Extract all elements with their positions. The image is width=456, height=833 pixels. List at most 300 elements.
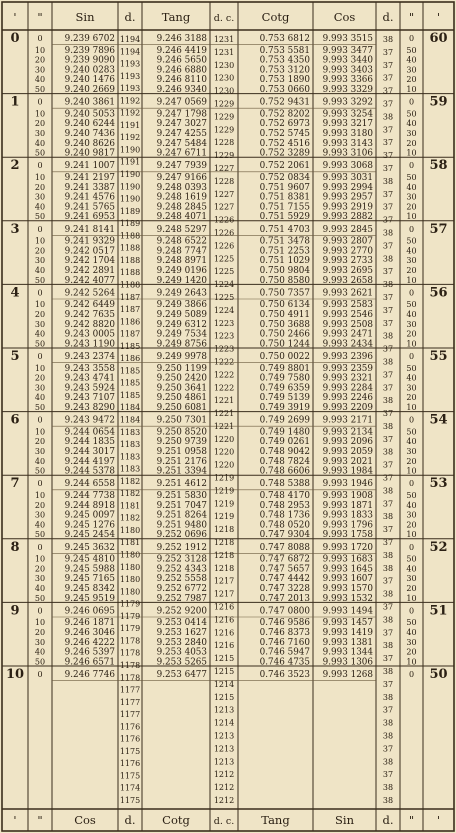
cos-value: 9.993 1457: [322, 618, 373, 629]
header-tang: Tang: [161, 10, 191, 24]
cos-value: 9.993 1833: [322, 510, 373, 521]
tang-common-difference: 1213: [213, 757, 235, 767]
tang-value: 9.251 4612: [156, 479, 207, 490]
tang-common-difference: 1231: [213, 35, 235, 44]
cos-difference: 37: [382, 138, 394, 148]
seconds-cell-right: 0: [408, 97, 415, 107]
minute-label-right: 53: [429, 476, 448, 492]
tang-common-difference: 1225: [213, 267, 235, 277]
cos-difference: 37: [382, 434, 394, 444]
tang-common-difference: 1227: [213, 163, 235, 173]
cotg-value: 0.749 7580: [259, 373, 310, 384]
minute-label-right: 54: [429, 412, 448, 428]
cotg-value: 0.752 9431: [259, 97, 310, 108]
minute-label: 9: [10, 603, 20, 619]
sin-difference: 1179: [119, 611, 141, 621]
cotg-value: 0.748 0520: [259, 520, 310, 531]
seconds-cell-right: 30: [406, 65, 417, 75]
tang-value: 9.251 5830: [156, 491, 207, 501]
footer-dc: d. c.: [213, 816, 235, 827]
cotg-value: 0.747 0800: [259, 606, 310, 617]
tang-value: 9.247 5484: [156, 138, 207, 149]
seconds-cell-right: 30: [406, 256, 417, 266]
seconds-cell-right: 40: [406, 373, 417, 383]
tang-common-difference: 1223: [213, 331, 235, 341]
seconds-cell-right: 10: [406, 148, 417, 158]
tang-common-difference: 1218: [213, 563, 235, 573]
sin-value: 9.246 0695: [64, 606, 115, 617]
cotg-value: 0.751 1029: [259, 256, 310, 267]
cos-value: 9.993 2434: [322, 339, 373, 350]
cos-value: 9.993 1381: [322, 637, 373, 648]
cos-value: 9.993 1946: [322, 479, 373, 490]
cos-value: 9.993 2695: [322, 266, 373, 276]
cos-difference: 38: [382, 357, 394, 367]
tang-common-difference: 1212: [213, 783, 235, 793]
tang-common-difference: 1230: [213, 60, 235, 70]
cotg-value: 0.748 6606: [259, 466, 310, 477]
cotg-value: 0.751 2253: [259, 246, 310, 257]
cotg-value: 0.751 9607: [259, 182, 310, 193]
sin-value: 9.245 5988: [64, 564, 115, 575]
seconds-cell-right: 30: [406, 510, 417, 520]
cotg-value: 0.750 0022: [259, 352, 310, 362]
cotg-value: 0.751 3478: [259, 236, 310, 247]
sin-difference: 1180: [119, 587, 141, 597]
tang-value: 9.248 1619: [156, 192, 207, 203]
seconds-cell-right: 30: [406, 383, 417, 393]
tang-value: 9.247 0569: [156, 97, 207, 108]
cos-difference: 37: [382, 460, 394, 470]
cos-difference: 37: [382, 47, 394, 57]
tang-common-difference: 1228: [213, 176, 235, 186]
tang-value: 9.249 9978: [156, 352, 207, 362]
sin-difference: 1178: [119, 660, 141, 670]
tang-common-difference: 1224: [213, 280, 235, 290]
cos-difference: 37: [382, 473, 394, 483]
tang-value: 9.246 6880: [156, 65, 207, 76]
tang-common-difference: 1226: [213, 228, 235, 238]
seconds-cell: 40: [34, 202, 46, 212]
seconds-cell: 0: [37, 34, 43, 43]
cos-value: 9.993 3477: [322, 45, 373, 56]
cos-difference: 37: [382, 318, 394, 328]
seconds-cell-right: 30: [406, 319, 417, 329]
sin-value: 9.245 4810: [64, 554, 115, 565]
tang-common-difference: 1225: [213, 254, 235, 264]
cotg-value: 0.753 0660: [259, 85, 310, 95]
seconds-cell: 0: [37, 670, 43, 679]
seconds-cell-right: 30: [406, 192, 417, 202]
seconds-cell-right: 10: [406, 275, 417, 285]
tang-common-difference: 1215: [213, 692, 235, 702]
cos-difference: 38: [382, 486, 394, 496]
sin-difference: 1183: [119, 464, 141, 474]
seconds-cell: 30: [34, 447, 46, 456]
tang-common-difference: 1214: [213, 718, 235, 728]
sin-difference: 1191: [119, 157, 141, 167]
tang-common-difference: 1222: [213, 357, 235, 367]
sin-difference: 1180: [119, 550, 141, 560]
seconds-cell: 10: [34, 554, 46, 564]
sin-value: 9.239 6702: [64, 34, 115, 44]
seconds-cell-right: 20: [406, 647, 417, 657]
sin-difference: 1190: [119, 182, 141, 192]
seconds-cell-right: 20: [406, 329, 417, 339]
seconds-cell-right: 0: [408, 415, 415, 425]
cos-value: 9.993 1908: [322, 491, 373, 501]
cotg-value: 0.749 8801: [259, 363, 310, 374]
cotg-value: 0.750 2466: [259, 329, 310, 340]
footer-col-min: ': [13, 813, 17, 827]
sin-difference: 1178: [119, 673, 141, 683]
seconds-cell: 0: [37, 606, 43, 616]
cos-value: 9.993 3292: [322, 97, 373, 108]
sin-difference: 1194: [119, 47, 141, 57]
seconds-cell: 30: [34, 637, 46, 647]
seconds-cell-right: 20: [406, 393, 417, 403]
seconds-cell-right: 50: [406, 109, 417, 119]
sin-difference: 1188: [119, 255, 141, 265]
sin-difference: 1182: [119, 489, 141, 499]
cos-difference: 38: [382, 641, 394, 651]
sin-value: 9.246 1871: [64, 618, 115, 629]
sin-value: 9.243 7107: [64, 393, 115, 404]
tang-value: 9.249 3866: [156, 300, 207, 311]
sin-value: 9.240 0283: [64, 65, 115, 76]
seconds-cell-right: 30: [406, 637, 417, 647]
tang-common-difference: 1221: [213, 396, 235, 406]
cos-difference: 38: [382, 757, 394, 767]
cos-value: 9.993 3068: [322, 161, 373, 172]
seconds-cell: 10: [34, 618, 46, 628]
minute-label-right: 59: [429, 94, 448, 110]
cos-difference: 37: [382, 679, 394, 689]
sin-difference: 1188: [119, 243, 141, 253]
cos-value: 9.993 2209: [322, 403, 373, 413]
sin-difference: 1187: [119, 329, 141, 339]
sin-value: 9.243 1190: [64, 339, 115, 350]
tang-value: 9.246 5650: [156, 55, 207, 66]
tang-common-difference: 1213: [213, 705, 235, 715]
sin-value: 9.244 5378: [64, 466, 115, 477]
cotg-value: 0.746 5947: [259, 647, 310, 658]
sin-value: 9.241 1007: [64, 161, 115, 172]
tang-common-difference: 1222: [213, 383, 235, 393]
cos-value: 9.993 1419: [322, 628, 373, 638]
seconds-cell: 30: [34, 574, 46, 584]
seconds-cell: 50: [34, 275, 46, 285]
cotg-value: 0.751 8381: [259, 192, 310, 203]
cos-difference: 37: [382, 189, 394, 199]
tang-common-difference: 1219: [213, 512, 235, 522]
seconds-cell: 40: [34, 647, 46, 657]
cotg-value: 0.748 5388: [259, 479, 310, 490]
tang-value: 9.251 0958: [156, 447, 207, 457]
cos-difference: 37: [382, 163, 394, 173]
tang-value: 9.246 9340: [156, 85, 207, 95]
cotg-value: 0.748 7824: [259, 456, 310, 467]
seconds-cell-right: 0: [408, 288, 415, 298]
sin-difference: 1183: [119, 440, 141, 450]
tang-common-difference: 1229: [213, 112, 235, 122]
tang-value: 9.248 5297: [156, 224, 207, 235]
seconds-cell-right: 0: [408, 479, 415, 489]
tang-value: 9.246 8110: [156, 75, 207, 86]
sin-value: 9.243 0005: [64, 329, 115, 340]
cotg-value: 0.749 2699: [259, 415, 310, 426]
tang-value: 9.251 3394: [156, 466, 207, 477]
seconds-cell: 40: [34, 75, 46, 85]
seconds-cell: 50: [34, 403, 46, 412]
tang-value: 9.250 4861: [156, 393, 207, 404]
tang-value: 9.252 7987: [156, 593, 207, 604]
minute-label-right: 51: [429, 603, 448, 619]
cos-value: 9.993 3031: [322, 173, 373, 183]
tang-value: 9.252 5558: [156, 574, 207, 585]
cotg-value: 0.752 4516: [259, 138, 310, 149]
sin-value: 9.242 5264: [64, 288, 115, 299]
sin-value: 9.245 2454: [64, 530, 115, 541]
tang-common-difference: 1221: [213, 409, 235, 419]
seconds-cell-right: 20: [406, 75, 417, 85]
cos-value: 9.993 2845: [322, 224, 373, 235]
footer-cos: Cos: [74, 813, 96, 827]
cos-value: 9.993 1720: [322, 542, 373, 553]
sin-value: 9.240 1476: [64, 75, 115, 86]
header-dc: d. c.: [213, 13, 235, 24]
sin-difference: 1180: [119, 575, 141, 585]
sin-difference: 1178: [119, 636, 141, 646]
cos-value: 9.993 1532: [322, 593, 373, 604]
sin-value: 9.241 6953: [64, 212, 115, 223]
seconds-cell-right: 20: [406, 520, 417, 530]
seconds-cell-right: 40: [406, 500, 417, 510]
sin-value: 9.242 0517: [64, 246, 115, 257]
cotg-value: 0.747 9304: [259, 530, 310, 541]
tang-common-difference: 1220: [213, 434, 235, 444]
tang-common-difference: 1214: [213, 679, 235, 689]
tang-common-difference: 1227: [213, 189, 235, 199]
sin-difference: 1193: [119, 59, 141, 69]
cos-difference: 38: [382, 615, 394, 625]
tang-common-difference: 1229: [213, 151, 235, 161]
cotg-value: 0.748 9042: [259, 447, 310, 457]
sin-value: 9.245 0097: [64, 510, 115, 521]
cos-value: 9.993 1871: [322, 500, 373, 511]
tang-value: 9.246 3188: [156, 34, 207, 44]
cos-difference: 37: [382, 770, 394, 780]
cotg-value: 0.749 6359: [259, 383, 310, 394]
seconds-cell-right: 40: [406, 437, 417, 447]
tang-common-difference: 1229: [213, 99, 235, 109]
cotg-value: 0.749 5139: [259, 393, 310, 404]
tang-value: 9.247 9166: [156, 173, 207, 183]
sin-difference: 1178: [119, 648, 141, 658]
tang-value: 9.252 3128: [156, 554, 207, 565]
sin-value: 9.242 1704: [64, 256, 115, 267]
cos-difference: 37: [382, 602, 394, 612]
cos-difference: 37: [382, 705, 394, 715]
cos-difference: 38: [382, 421, 394, 431]
tang-value: 9.249 5089: [156, 310, 207, 320]
tang-value: 9.249 8756: [156, 339, 207, 350]
tang-value: 9.248 2845: [156, 202, 207, 213]
cos-difference: 37: [382, 60, 394, 70]
cos-value: 9.993 3366: [322, 75, 373, 86]
cos-difference: 38: [382, 176, 394, 186]
sin-difference: 1176: [119, 759, 141, 769]
cos-difference: 38: [382, 589, 394, 599]
cos-difference: 38: [382, 783, 394, 793]
cos-difference: 37: [382, 202, 394, 212]
seconds-cell: 40: [34, 329, 46, 339]
sin-difference: 1179: [119, 599, 141, 609]
cotg-value: 0.752 8202: [259, 109, 310, 120]
tang-value: 9.253 2840: [156, 637, 207, 648]
sin-difference: 1175: [119, 796, 141, 805]
cotg-value: 0.753 1890: [259, 75, 310, 86]
sin-value: 9.242 2891: [64, 266, 115, 276]
minute-label-right: 57: [429, 221, 448, 237]
cos-difference: 38: [382, 447, 394, 457]
sin-value: 9.243 5924: [64, 383, 115, 394]
sin-value: 9.242 8820: [64, 319, 115, 330]
sin-difference: 1192: [119, 133, 141, 143]
tang-common-difference: 1212: [213, 770, 235, 780]
tang-value: 9.253 0414: [156, 618, 207, 629]
seconds-cell-right: 0: [408, 542, 415, 552]
cos-difference: 37: [382, 654, 394, 664]
tang-common-difference: 1215: [213, 654, 235, 664]
sin-difference: 1185: [119, 341, 141, 351]
seconds-cell-right: 30: [406, 574, 417, 584]
sin-difference: 1174: [119, 783, 141, 793]
cos-value: 9.993 1984: [322, 466, 373, 477]
minute-label-right: 58: [429, 158, 448, 174]
cotg-value: 0.753 3120: [259, 65, 310, 76]
sin-difference: 1185: [119, 390, 141, 400]
cotg-value: 0.748 1736: [259, 510, 310, 521]
cos-difference: 37: [382, 370, 394, 380]
sin-difference: 1189: [119, 206, 141, 216]
sin-difference: 1186: [119, 317, 141, 327]
tang-value: 9.248 7747: [156, 246, 207, 257]
footer-d1: d.: [124, 813, 136, 827]
cotg-value: 0.749 3919: [259, 403, 310, 413]
seconds-cell: 30: [34, 256, 46, 266]
seconds-cell: 0: [37, 97, 43, 107]
seconds-cell-right: 50: [406, 236, 417, 246]
cotg-value: 0.752 2061: [259, 161, 310, 172]
header-col-sec-r: ": [408, 10, 415, 24]
footer-sin: Sin: [335, 813, 354, 827]
cotg-value: 0.750 4911: [259, 310, 310, 320]
sin-value: 9.241 5765: [64, 202, 115, 213]
seconds-cell-right: 50: [406, 173, 417, 182]
sin-difference: 1180: [119, 562, 141, 572]
tang-common-difference: 1219: [213, 486, 235, 496]
sin-difference: 1176: [119, 734, 141, 744]
tang-value: 9.248 6522: [156, 236, 207, 247]
cos-value: 9.993 2471: [322, 329, 373, 340]
seconds-cell-right: 10: [406, 212, 417, 222]
cos-difference: 38: [382, 228, 394, 238]
seconds-cell-right: 10: [406, 657, 417, 667]
sin-difference: 1188: [119, 268, 141, 278]
sin-difference: 1193: [119, 84, 141, 94]
sin-value: 9.239 9090: [64, 55, 115, 66]
seconds-cell-right: 40: [406, 55, 417, 65]
sin-value: 9.240 9817: [64, 148, 115, 159]
cos-value: 9.993 2359: [322, 363, 373, 374]
seconds-cell-right: 0: [408, 670, 415, 679]
cos-difference: 37: [382, 499, 394, 509]
sin-value: 9.244 6558: [64, 479, 115, 490]
cotg-value: 0.747 4442: [259, 574, 310, 585]
sin-value: 9.242 6449: [64, 300, 115, 311]
sin-value: 9.244 0654: [64, 427, 115, 438]
tang-value: 9.247 1798: [156, 109, 207, 120]
tang-value: 9.251 2176: [156, 456, 207, 467]
tang-value: 9.250 2420: [156, 373, 207, 384]
cos-value: 9.993 3403: [322, 65, 373, 76]
seconds-cell-right: 50: [406, 363, 417, 373]
cos-difference: 38: [382, 331, 394, 341]
sin-difference: 1191: [119, 120, 141, 130]
seconds-cell: 0: [37, 479, 43, 489]
cos-value: 9.993 1645: [322, 564, 373, 575]
sin-value: 9.243 2374: [64, 352, 115, 362]
cos-value: 9.993 1306: [322, 657, 373, 668]
tang-common-difference: 1219: [213, 473, 235, 483]
cos-value: 9.993 1494: [322, 606, 373, 617]
seconds-cell-right: 20: [406, 202, 417, 212]
sin-difference: 1192: [119, 96, 141, 106]
sin-value: 9.240 6244: [64, 119, 115, 130]
tang-common-difference: 1226: [213, 215, 235, 225]
seconds-cell-right: 0: [408, 161, 415, 171]
tang-value: 9.250 1199: [156, 363, 207, 374]
tang-common-difference: 1218: [213, 550, 235, 560]
cotg-value: 0.751 7155: [259, 202, 310, 213]
tang-common-difference: 1229: [213, 125, 235, 135]
footer-col-sec-r: ": [408, 813, 415, 827]
tang-value: 9.250 3641: [156, 383, 207, 394]
cos-value: 9.993 2508: [322, 319, 373, 330]
sin-difference: 1180: [119, 525, 141, 535]
cos-value: 9.993 2957: [322, 192, 373, 203]
tang-value: 9.249 0196: [156, 266, 207, 276]
tang-value: 9.249 2643: [156, 288, 207, 299]
seconds-cell: 10: [34, 300, 46, 310]
seconds-cell: 10: [34, 491, 46, 500]
seconds-cell-right: 40: [406, 628, 417, 637]
cos-value: 9.993 3515: [322, 34, 373, 44]
tang-common-difference: 1230: [213, 86, 235, 96]
cos-value: 9.993 1268: [322, 670, 373, 680]
tang-common-difference: 1220: [213, 447, 235, 457]
seconds-cell: 0: [37, 288, 43, 298]
sin-value: 9.240 3861: [64, 97, 115, 108]
sin-difference: 1175: [119, 771, 141, 781]
sin-value: 9.245 1276: [64, 520, 115, 531]
cos-value: 9.993 3440: [322, 55, 373, 66]
tang-common-difference: 1219: [213, 499, 235, 509]
seconds-cell: 0: [37, 352, 43, 361]
sin-difference: 1193: [119, 71, 141, 81]
tang-common-difference: 1216: [213, 641, 235, 651]
